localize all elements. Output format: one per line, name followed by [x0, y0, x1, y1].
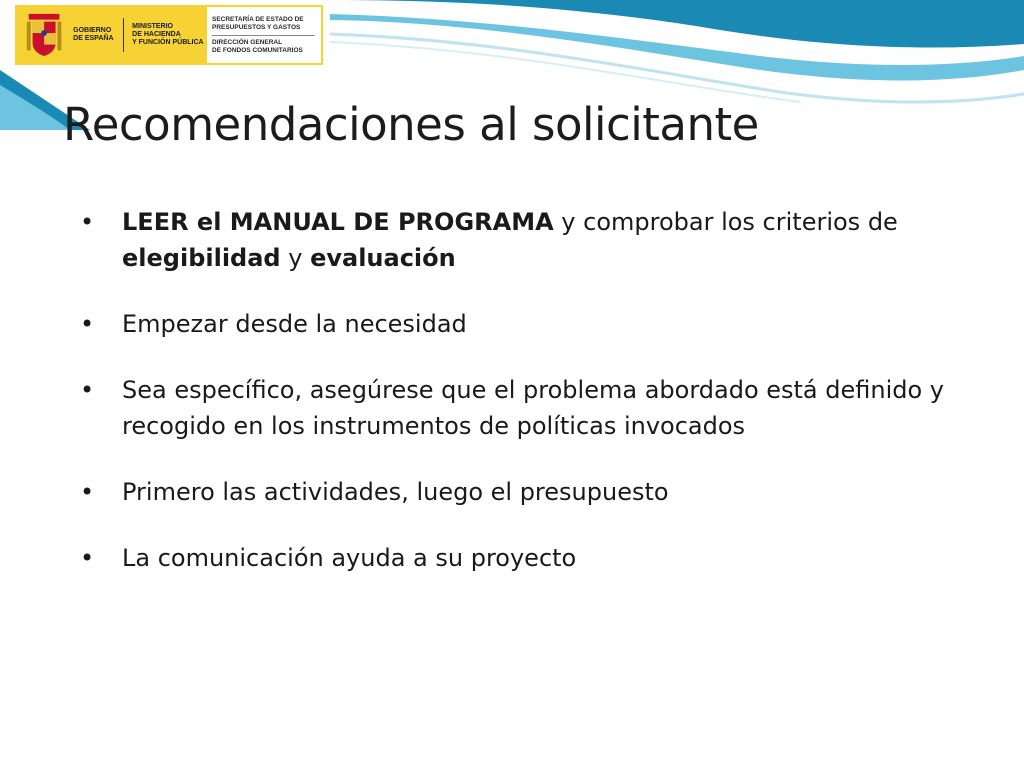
bullet-text: y	[280, 244, 311, 272]
bullet-icon: •	[80, 478, 95, 506]
direccion-label: DIRECCIÓN GENERAL DE FONDOS COMUNITARIOS	[212, 38, 303, 54]
list-item	[78, 540, 978, 576]
list-item	[78, 306, 978, 342]
ministerio-label: MINISTERIO DE HACIENDA Y FUNCIÓN PÚBLICA	[132, 23, 204, 46]
gobierno-block	[15, 5, 205, 65]
bullet-bold-text: elegibilidad	[122, 244, 281, 272]
spain-coat-of-arms-icon	[23, 11, 65, 59]
secretaria-block	[205, 5, 323, 65]
slide-title: Recomendaciones al solicitante	[63, 98, 759, 151]
secretaria-label: SECRETARÍA DE ESTADO DE PRESUPUESTOS Y GASTOS	[212, 15, 304, 31]
bullet-text: Sea específico, asegúrese que el problema abordado está definido y recogido en los instrumentos de políticas invocados	[122, 376, 945, 440]
bullet-icon: •	[80, 544, 95, 572]
bullet-icon: •	[80, 208, 95, 236]
bullet-icon: •	[80, 310, 95, 338]
government-header	[15, 5, 323, 65]
bullet-bold-text: evaluación	[310, 244, 456, 272]
bullet-icon: •	[80, 376, 95, 404]
bullet-text: y comprobar los criterios de	[553, 208, 898, 236]
list-item	[78, 474, 978, 510]
bullet-list	[78, 204, 978, 606]
divider	[212, 35, 315, 36]
list-item	[78, 204, 978, 276]
gobierno-label: GOBIERNO DE ESPAÑA	[73, 18, 124, 52]
bullet-text: La comunicación ayuda a su proyecto	[122, 544, 577, 572]
list-item	[78, 372, 978, 444]
bullet-bold-text: LEER el MANUAL DE PROGRAMA	[122, 208, 554, 236]
bullet-text: Empezar desde la necesidad	[122, 310, 467, 338]
bullet-text: Primero las actividades, luego el presupuesto	[122, 478, 669, 506]
